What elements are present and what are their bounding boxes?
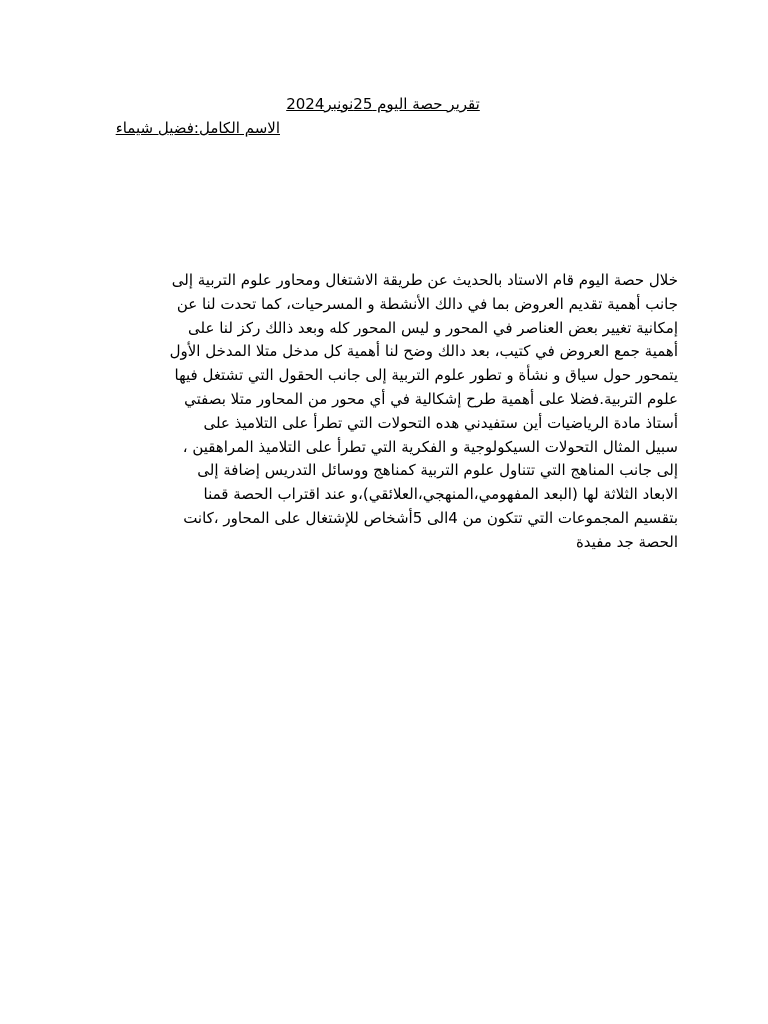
body-line: علوم التربية.فضلا على أهمية طرح إشكالية في أي محور من المحاور متلا بصفتي	[184, 389, 678, 408]
body-line: إمكانية تغيير بعض العناصر في المحور و ليس المحور كله وبعد ذالك ركز لنا على	[188, 318, 678, 337]
body-line: سبيل المثال التحولات السيكولوجية و الفكرية التي تطرأ على التلاميذ المراهقين ،	[182, 437, 678, 456]
body-line: جانب أهمية تقديم العروض بما في دالك الأنشطة و المسرحيات، كما تحدت لنا عن	[176, 294, 678, 313]
body-line: بتقسيم المجموعات التي تتكون من 4الى 5أشخاص للإشتغال على المحاور ،كانت	[183, 508, 678, 527]
full-name-text: الاسم الكامل:فضيل شيماء	[115, 119, 280, 137]
report-body	[92, 269, 678, 555]
body-line: الابعاد الثلاثة لها (البعد المفهومي،المنهجي،العلائقي)،و عند اقتراب الحصة قمنا	[203, 485, 678, 504]
body-line: أهمية جمع العروض في كتيب، بعد دالك وضح لنا أهمية كل مدخل متلا المدخل الأول	[169, 342, 678, 361]
body-line: أستاذ مادة الرياضيات أين ستفيدني هده التحولات التي تطرأ على التلاميذ على	[203, 413, 678, 432]
body-line-last: الحصة جد مفيدة	[575, 532, 678, 551]
report-title-text: تقرير حصة اليوم 25نونبر2024	[286, 95, 480, 113]
body-line: يتمحور حول سياق و نشأة و تطور علوم التربية إلى جانب الحقول التي تشتغل فيها	[174, 366, 678, 385]
body-line: إلى جانب المناهج التي تتناول علوم التربية كمناهج ووسائل التدريس إضافة إلى	[197, 461, 678, 480]
report-title	[200, 94, 566, 114]
body-line: خلال حصة اليوم قام الاستاد بالحديث عن طريقة الاشتغال ومحاور علوم التربية إلى	[171, 271, 678, 289]
full-name-line	[90, 118, 280, 138]
